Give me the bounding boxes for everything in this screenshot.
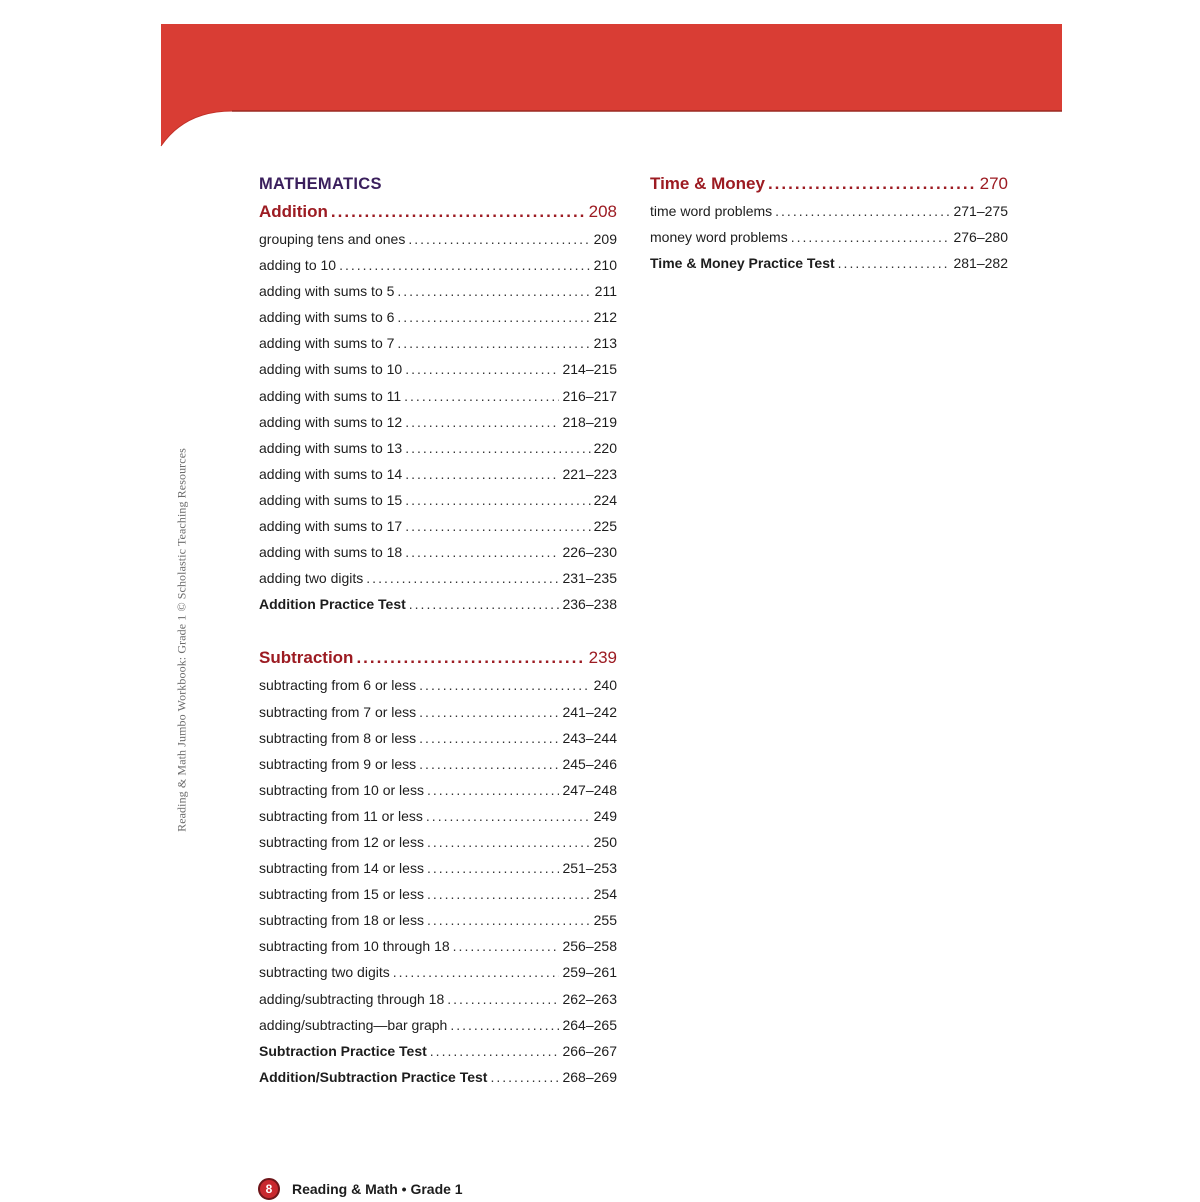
toc-label: subtracting from 7 or less [259, 703, 417, 720]
toc-page: 214–215 [562, 361, 617, 378]
toc-label: adding with sums to 13 [259, 439, 403, 456]
toc-entry[interactable] [259, 933, 617, 959]
toc-entry[interactable] [650, 224, 1008, 250]
dot-leader [791, 224, 951, 250]
toc-page: 271–275 [953, 203, 1008, 219]
dot-leader [419, 699, 559, 725]
toc-label: Time & Money Practice Test [650, 255, 835, 272]
dot-leader [405, 461, 559, 487]
toc-label: time word problems [650, 203, 773, 219]
dot-leader [427, 881, 591, 907]
toc-label: subtracting from 14 or less [259, 860, 424, 877]
toc-label: grouping tens and ones [259, 231, 406, 247]
toc-practice-test[interactable] [650, 250, 1008, 276]
dot-leader [419, 672, 590, 698]
toc-topic-addition[interactable] [259, 198, 617, 226]
dot-leader [405, 356, 559, 382]
toc-entry[interactable] [259, 881, 617, 907]
toc-page: 264–265 [562, 1016, 617, 1033]
dot-leader [453, 933, 560, 959]
dot-leader [490, 1064, 559, 1090]
dot-leader [356, 644, 585, 672]
toc-entry[interactable] [259, 487, 617, 513]
toc-practice-test[interactable] [259, 1064, 617, 1090]
toc-label: Addition Practice Test [259, 596, 406, 613]
footer-title: Reading & Math • Grade 1 [292, 1181, 463, 1197]
toc-label: adding/subtracting—bar graph [259, 1016, 448, 1033]
toc-page: 210 [593, 257, 617, 274]
dot-leader [405, 513, 590, 539]
banner-shape [161, 24, 1062, 146]
toc-label: Addition/Subtraction Practice Test [259, 1068, 488, 1085]
toc-page: 250 [593, 833, 617, 850]
dot-leader [404, 383, 559, 409]
toc-label: adding with sums to 11 [259, 387, 402, 404]
toc-page: 247–248 [562, 781, 617, 798]
dot-leader [430, 1038, 560, 1064]
dot-leader [768, 170, 977, 198]
toc-page: 251–253 [562, 860, 617, 877]
toc-page: 259–261 [562, 964, 617, 981]
toc-page: 239 [588, 648, 617, 668]
toc-label: adding with sums to 6 [259, 309, 395, 326]
toc-label: money word problems [650, 229, 788, 246]
toc-entry[interactable] [259, 383, 617, 409]
toc-entry[interactable] [259, 252, 617, 278]
toc-page: 212 [593, 309, 617, 326]
toc-page: 270 [979, 174, 1008, 193]
section-spacer [259, 617, 617, 644]
dot-leader [450, 1012, 559, 1038]
dot-leader [405, 487, 590, 513]
toc-page: 226–230 [562, 544, 617, 561]
dot-leader [419, 725, 559, 751]
toc-entry[interactable] [259, 513, 617, 539]
toc-entry[interactable] [259, 226, 617, 252]
toc-label: adding with sums to 17 [259, 518, 403, 535]
toc-entry[interactable] [259, 672, 617, 698]
toc-page: 276–280 [953, 229, 1008, 246]
dot-leader [339, 252, 591, 278]
toc-label: adding with sums to 10 [259, 361, 403, 378]
page-number-badge: 8 [258, 1178, 280, 1200]
toc-page: 266–267 [562, 1042, 617, 1059]
toc-label: adding with sums to 14 [259, 465, 403, 482]
toc-entry[interactable] [650, 198, 1008, 224]
dot-leader [405, 435, 590, 461]
toc-label: subtracting from 8 or less [259, 729, 417, 746]
toc-entry[interactable] [259, 304, 617, 330]
toc-page: 249 [593, 807, 617, 824]
toc-entry[interactable] [259, 803, 617, 829]
header-banner [0, 0, 1200, 160]
toc-practice-test[interactable] [259, 591, 617, 617]
toc-label: subtracting from 12 or less [259, 833, 424, 850]
toc-label: adding with sums to 5 [259, 283, 395, 300]
toc-label: adding with sums to 18 [259, 544, 403, 561]
dot-leader [426, 803, 591, 829]
toc-entry[interactable] [259, 435, 617, 461]
toc-page: 209 [593, 231, 617, 247]
toc-entry[interactable] [259, 1012, 617, 1038]
toc-entry[interactable] [259, 829, 617, 855]
dot-leader [366, 565, 559, 591]
dot-leader [408, 226, 590, 252]
toc-page: 224 [593, 491, 617, 508]
toc-page: 243–244 [562, 729, 617, 746]
toc-label: adding with sums to 7 [259, 335, 395, 352]
toc-right-column [650, 170, 1008, 276]
toc-entry[interactable] [259, 278, 617, 304]
dot-leader [393, 959, 560, 985]
toc-label: subtracting from 6 or less [259, 677, 417, 694]
toc-entry[interactable] [259, 777, 617, 803]
dot-leader [397, 330, 590, 356]
toc-label: adding/subtracting through 18 [259, 990, 445, 1007]
dot-leader [331, 198, 586, 226]
toc-page: 236–238 [562, 596, 617, 613]
toc-entry[interactable] [259, 699, 617, 725]
toc-label: adding with sums to 12 [259, 413, 403, 430]
dot-leader [427, 829, 591, 855]
toc-page: 241–242 [562, 703, 617, 720]
toc-page: 281–282 [953, 255, 1008, 272]
toc-label: Subtraction [259, 648, 354, 668]
toc-page: 208 [588, 202, 617, 221]
toc-label: subtracting from 15 or less [259, 886, 424, 903]
dot-leader [427, 777, 560, 803]
toc-topic-time-money[interactable] [650, 170, 1008, 198]
toc-page: 225 [593, 518, 617, 535]
toc-entry[interactable] [259, 461, 617, 487]
dot-leader [775, 198, 950, 224]
copyright-credit [172, 445, 192, 835]
toc-label: adding to 10 [259, 257, 337, 274]
toc-page: 262–263 [562, 990, 617, 1007]
dot-leader [419, 751, 559, 777]
toc-entry[interactable] [259, 986, 617, 1012]
toc-label: subtracting from 9 or less [259, 755, 417, 772]
dot-leader [397, 304, 590, 330]
toc-label: subtracting from 11 or less [259, 807, 423, 824]
toc-page: 220 [593, 439, 617, 456]
dot-leader [405, 539, 559, 565]
toc-entry[interactable] [259, 855, 617, 881]
toc-page: 231–235 [562, 570, 617, 587]
toc-page: 211 [594, 283, 617, 300]
toc-entry[interactable] [259, 330, 617, 356]
toc-page: 218–219 [562, 413, 617, 430]
dot-leader [405, 409, 559, 435]
toc-page: 255 [593, 912, 617, 929]
toc-page: 221–223 [562, 465, 617, 482]
toc-page: 216–217 [562, 387, 617, 404]
toc-page: 254 [593, 886, 617, 903]
toc-label: Subtraction Practice Test [259, 1042, 427, 1059]
toc-entry[interactable] [259, 356, 617, 382]
toc-label: subtracting from 10 or less [259, 781, 424, 798]
copyright-credit-text: Reading & Math Jumbo Workbook: Grade 1 © Scholastic Teaching Resources [174, 448, 189, 832]
toc-entry[interactable] [259, 539, 617, 565]
section-heading-mathematics: MATHEMATICS [259, 175, 382, 193]
toc-page: 256–258 [562, 938, 617, 955]
toc-page: 240 [593, 677, 617, 694]
page-footer [258, 1176, 463, 1202]
toc-label: Time & Money [650, 174, 765, 193]
toc-entry[interactable] [259, 751, 617, 777]
dot-leader [447, 986, 559, 1012]
toc-label: adding two digits [259, 570, 364, 587]
toc-entry[interactable] [259, 565, 617, 591]
toc-label: Addition [259, 202, 328, 221]
dot-leader [838, 250, 951, 276]
toc-label: subtracting two digits [259, 964, 390, 981]
dot-leader [409, 591, 560, 617]
toc-page: 245–246 [562, 755, 617, 772]
dot-leader [427, 855, 560, 881]
toc-entry[interactable] [259, 409, 617, 435]
toc-entry[interactable] [259, 959, 617, 985]
toc-entry[interactable] [259, 907, 617, 933]
toc-page: 213 [593, 335, 617, 352]
toc-topic-subtraction[interactable] [259, 644, 617, 672]
dot-leader [427, 907, 591, 933]
dot-leader [397, 278, 591, 304]
toc-practice-test[interactable] [259, 1038, 617, 1064]
toc-label: subtracting from 18 or less [259, 912, 424, 929]
toc-left-column [259, 170, 617, 1090]
toc-label: subtracting from 10 through 18 [259, 938, 450, 955]
toc-page: 268–269 [562, 1068, 617, 1085]
toc-label: adding with sums to 15 [259, 491, 403, 508]
toc-entry[interactable] [259, 725, 617, 751]
